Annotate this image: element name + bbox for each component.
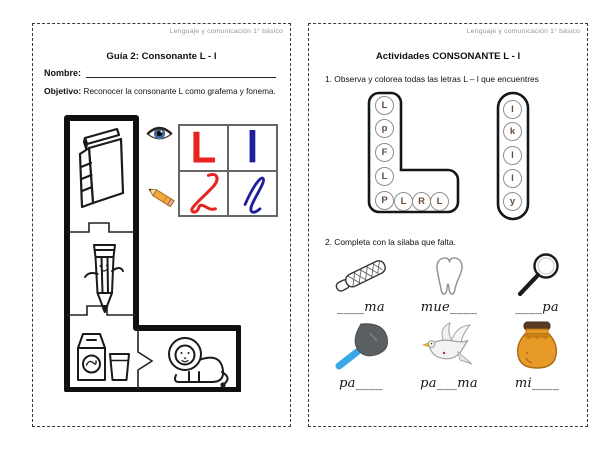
letter-circle[interactable]: p: [375, 119, 394, 138]
worksheet-page-2: [308, 23, 588, 427]
pencil-icon: [145, 182, 175, 211]
grid-cell-cursive-uppercase: [179, 171, 228, 217]
name-field: [44, 68, 276, 78]
task-1-instruction: 1. Observa y colorea todas las letras L – l que encuentres: [325, 74, 539, 84]
syllable-blank-word[interactable]: ____pa: [515, 300, 559, 315]
print-capital-L: L: [190, 125, 217, 171]
tooth-icon: [425, 253, 473, 299]
eye-icon: [146, 124, 173, 143]
letter-circle[interactable]: l: [503, 100, 522, 119]
exercise-item: [405, 320, 493, 372]
glass-icon: [110, 354, 129, 380]
magnifying-glass-icon: [511, 252, 563, 300]
letter-circle[interactable]: F: [375, 143, 394, 162]
honey-pot-icon: [512, 320, 562, 372]
exercise-item: [317, 252, 405, 300]
exercise-words-row-2: [317, 376, 581, 391]
page-header: Lenguaje y comunicación 1° básico: [466, 28, 580, 35]
letter-circle[interactable]: L: [394, 192, 413, 211]
letter-circle[interactable]: R: [412, 192, 431, 211]
exercise-pictures-row-1: [317, 252, 581, 300]
letter-circle[interactable]: y: [503, 192, 522, 211]
letter-circle[interactable]: L: [375, 96, 394, 115]
book-icon: [80, 129, 123, 207]
exercise-item: [493, 252, 581, 300]
objective-label: Objetivo:: [44, 86, 82, 96]
grid-cell-print-uppercase: [179, 125, 228, 171]
exercise-item: [493, 320, 581, 372]
page-title: Actividades CONSONANTE L - l: [375, 51, 521, 62]
letter-circle[interactable]: k: [503, 122, 522, 141]
cursive-small-l: [236, 171, 270, 215]
exercise-words-row-1: [317, 300, 581, 315]
name-blank-line: [86, 68, 276, 78]
syllable-blank-word[interactable]: pa____: [339, 376, 383, 391]
objective: [44, 86, 284, 97]
letter-circle[interactable]: L: [430, 192, 449, 211]
page-header: Lenguaje y comunicación 1° básico: [169, 28, 283, 35]
name-label: Nombre:: [44, 68, 82, 78]
syllable-blank-word[interactable]: mi____: [514, 376, 560, 391]
shovel-icon: [330, 321, 392, 371]
letter-circle[interactable]: P: [375, 191, 394, 210]
exercise-item: [405, 252, 493, 300]
cursive-capital-L: [184, 171, 224, 215]
letter-circle[interactable]: l: [503, 169, 522, 188]
file-icon: [330, 253, 392, 299]
syllable-blank-word[interactable]: pa___ma: [420, 376, 478, 391]
worksheet-page-1: [32, 23, 291, 427]
task-2-instruction: 2. Completa con la silaba que falta.: [325, 237, 456, 247]
letter-circle[interactable]: L: [375, 167, 394, 186]
page-title: Guía 2: Consonante L - l: [106, 51, 217, 62]
letter-forms-grid: [178, 124, 278, 217]
exercise-item: [317, 320, 405, 372]
milk-carton-icon: [78, 334, 105, 380]
grid-cell-cursive-lowercase: [228, 171, 277, 217]
syllable-blank-word[interactable]: mue____: [420, 300, 478, 315]
syllable-blank-word[interactable]: ____ma: [337, 300, 385, 315]
grid-cell-print-lowercase: [228, 125, 277, 171]
dove-icon: [420, 320, 478, 372]
print-small-l: l: [246, 125, 259, 171]
letter-circle[interactable]: l: [503, 146, 522, 165]
objective-text: Reconocer la consonante L como grafema y fonema.: [83, 87, 276, 96]
exercise-pictures-row-2: [317, 320, 581, 372]
